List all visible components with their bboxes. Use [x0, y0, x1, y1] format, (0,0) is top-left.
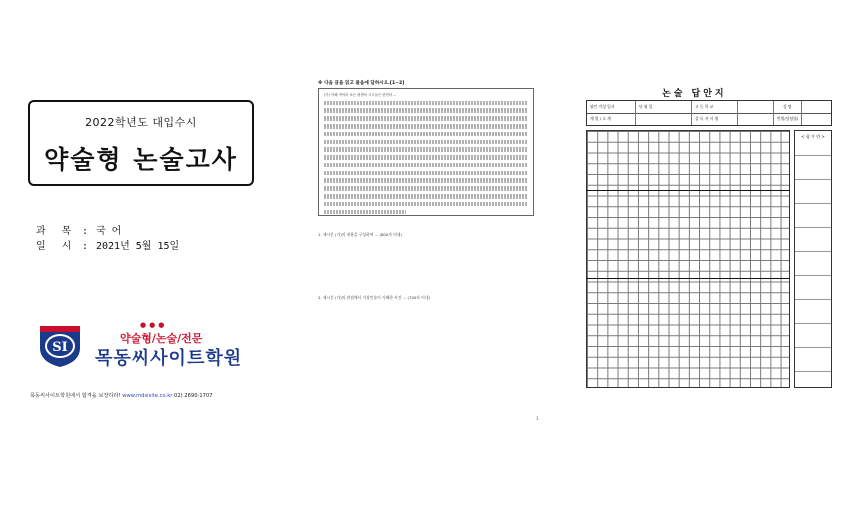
eval-divider [795, 227, 831, 228]
eval-divider [795, 275, 831, 276]
eval-divider [795, 155, 831, 156]
eval-divider [795, 179, 831, 180]
date-line [36, 237, 179, 252]
footer-url[interactable]: www.mdsisite.co.kr [122, 393, 173, 399]
passage-start: (가) 이해 적이라 보든 평생의 시도들은 한번의 ... [324, 93, 397, 97]
header-cell[interactable]: 년 월 일 [639, 104, 653, 109]
passage-text-line [324, 163, 528, 168]
table-divider [635, 101, 636, 125]
exam-title: 약술형 논술고사 [44, 145, 238, 174]
question-2: 2. 제시문 (가)의 관점에서 가상인물이 가해한 사건 ... (700자 이내) [318, 295, 430, 300]
eval-divider [795, 371, 831, 372]
passage-text-line [324, 101, 528, 106]
subject-colon: : [82, 226, 89, 237]
subject-value: 국 어 [96, 226, 122, 237]
subject-line [36, 222, 121, 237]
passage-box [318, 88, 534, 216]
date-value: 2021년 5월 15일 [96, 241, 180, 252]
passage-text-line [324, 147, 528, 152]
exam-year-line: 2022학년도 대입수시 [85, 116, 197, 129]
question-header: ※ 다음 글을 읽고 물음에 답하시오.[1~2] [318, 81, 405, 86]
passage-text-line [324, 116, 528, 121]
header-cell: 고 등 학 교 [695, 104, 714, 109]
passage-text-line [324, 194, 528, 199]
grid-section-divider [586, 190, 790, 191]
manuscript-grid[interactable] [586, 130, 790, 388]
question-page [288, 0, 568, 510]
header-cell: 답안 작성 일자 [590, 104, 615, 109]
footer-slogan: 목동씨사이트학원에서 합격을 보장하라! [30, 393, 121, 399]
academy-logo [30, 320, 260, 370]
eval-divider [795, 203, 831, 204]
eval-divider [795, 251, 831, 252]
answer-sheet-header-table [586, 100, 832, 126]
logo-subtitle: 약술형/논술/전문 [120, 332, 203, 345]
title-box [28, 100, 254, 186]
header-cell: 감 독 자 서 명 [695, 116, 719, 121]
eval-divider [795, 299, 831, 300]
logo-dots: ●●● [140, 321, 168, 329]
answer-sheet-page [572, 0, 861, 510]
question-1: 1. 제시문 (가)의 내용을 구성하여 ... (800자 이내) [318, 232, 402, 237]
table-divider [737, 101, 738, 125]
passage-text-line [324, 178, 528, 183]
header-cell: 성 명 [783, 104, 792, 109]
page-number: 1 [536, 416, 539, 421]
table-divider [773, 101, 774, 125]
passage-text-line [324, 132, 528, 137]
subject-label: 과 목 [36, 226, 77, 237]
header-cell: 반별(담임명) [777, 116, 799, 121]
passage-text-line [324, 140, 528, 145]
header-cell: 계 열 / 소 계 [590, 116, 611, 121]
passage-text-line [324, 108, 528, 113]
passage-text-line [324, 171, 528, 176]
eval-divider [795, 347, 831, 348]
evaluation-column [794, 130, 832, 388]
cover-footer [30, 392, 213, 399]
header-row [587, 113, 831, 125]
passage-text-line [324, 202, 528, 207]
passage-text-line [324, 210, 406, 215]
footer-phone: 02) 2690-1707 [174, 393, 213, 399]
date-colon: : [82, 241, 89, 252]
academy-name: 목동씨사이트학원 [95, 348, 243, 369]
cover-page [0, 0, 285, 510]
shield-emblem-icon [36, 320, 84, 368]
date-label: 일 시 [36, 241, 77, 252]
badge-text: SI [52, 340, 68, 355]
eval-divider [795, 323, 831, 324]
passage-text-line [324, 124, 528, 129]
answer-sheet-title: 논술 답안지 [662, 89, 727, 99]
passage-text-line [324, 155, 528, 160]
table-divider [691, 101, 692, 125]
passage-text-line [324, 186, 528, 191]
grid-section-divider [586, 278, 790, 279]
table-divider [801, 101, 802, 125]
evaluation-label: < 평 가 란 > [801, 134, 825, 139]
